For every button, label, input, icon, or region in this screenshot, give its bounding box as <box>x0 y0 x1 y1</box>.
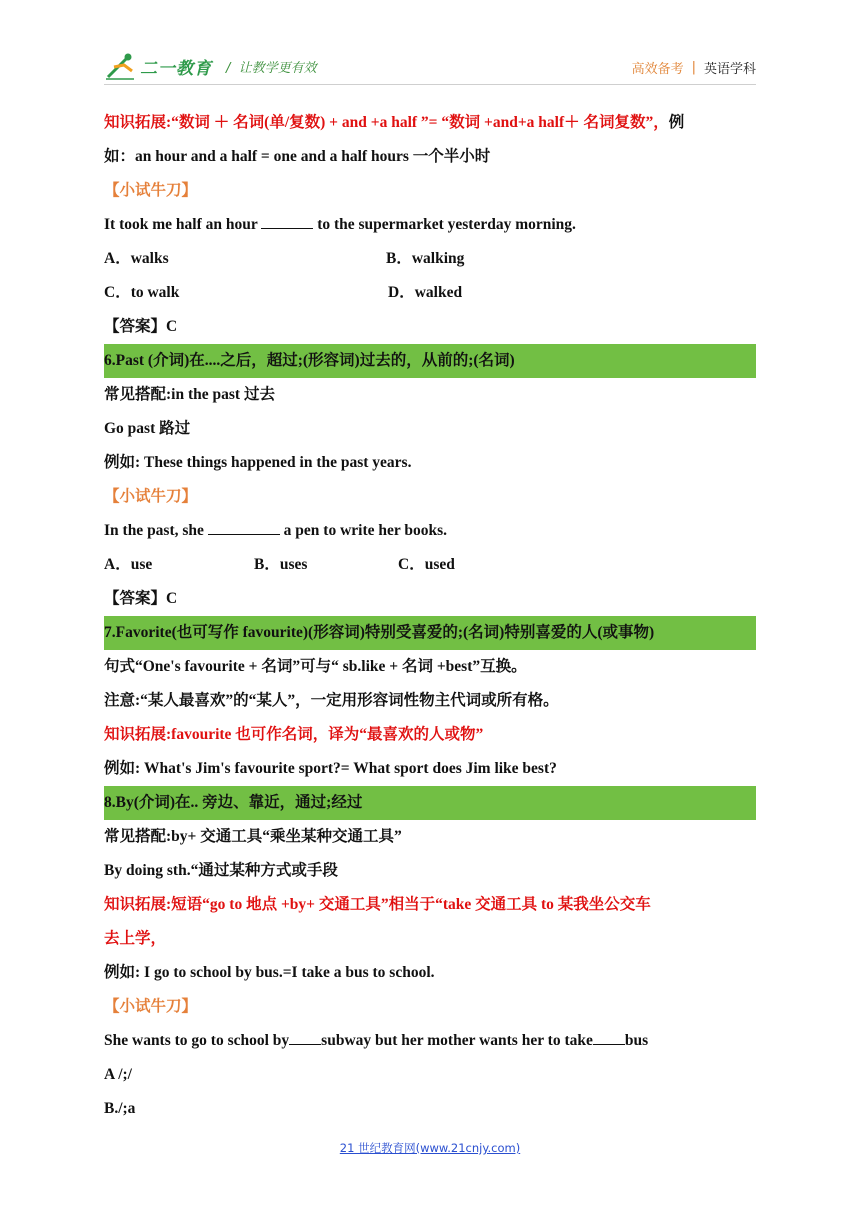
answer-blank <box>208 520 280 535</box>
knowledge-extension-line: 知识拓展:短语“go to 地点 +by+ 交通工具”相当于“take 交通工具 to 某我坐公交车 <box>104 896 651 913</box>
header-separator: | <box>691 60 696 75</box>
answer-blank <box>289 1030 321 1045</box>
knowledge-extension-line-cont: 去上学， <box>104 930 167 947</box>
options-row <box>104 276 760 310</box>
option-b: B．walking <box>386 250 465 267</box>
document-body <box>104 106 760 1126</box>
slogan: / 让教学更有效 <box>226 60 317 76</box>
section-bar-6: 6.Past (介词)在....之后，超过;(形容词)过去的，从前的;(名词) <box>104 344 756 378</box>
collocation-line: 常见搭配:by+ 交通工具“乘坐某种交通工具” <box>104 828 402 845</box>
practice-heading: 【小试牛刀】 <box>104 998 198 1015</box>
option-d: D．walked <box>388 284 463 301</box>
footer <box>0 1140 860 1156</box>
option-c: C．used <box>398 556 455 573</box>
knowledge-extension-line: 知识拓展:“数词 ＋ 名词(单/复数) + and +a half ”= “数词 +and+a half＋ 名词复数”，例 <box>104 114 685 131</box>
example-line: 如：an hour and a half = one and a half hours 一个半小时 <box>104 148 491 165</box>
section-bar-8: 8.By(介词)在.. 旁边、靠近，通过;经过 <box>104 786 756 820</box>
page-header <box>104 50 756 86</box>
pattern-line: 句式“One's favourite + 名词”可与“ sb.like + 名词 +best”互换。 <box>104 658 527 675</box>
header-right <box>632 58 756 77</box>
example-line: 例如: What's Jim's favourite sport?= What sport does Jim like best? <box>104 760 557 777</box>
example-line: 例如: I go to school by bus.=I take a bus to school. <box>104 964 435 981</box>
logo-text: 二一教育 <box>140 58 212 79</box>
header-divider <box>104 84 756 85</box>
knowledge-extension-line: 知识拓展:favourite 也可作名词，译为“最喜欢的人或物” <box>104 726 484 743</box>
option-b: B./;a <box>104 1100 136 1117</box>
question-3: She wants to go to school by subway but her mother wants her to take bus <box>104 1032 649 1049</box>
question-2: In the past, she a pen to write her books. <box>104 522 447 539</box>
example-line: 例如: These things happened in the past years. <box>104 454 412 471</box>
practice-heading: 【小试牛刀】 <box>104 488 198 505</box>
practice-heading: 【小试牛刀】 <box>104 182 198 199</box>
header-tag-subject: 英语学科 <box>703 62 756 77</box>
option-a: A /;/ <box>104 1066 132 1083</box>
phrase-line: By doing sth.“通过某种方式或手段 <box>104 862 338 879</box>
phrase-line: Go past 路过 <box>104 420 191 437</box>
footer-link[interactable]: 21 世纪教育网(www.21cnjy.com) <box>339 1141 521 1155</box>
answer-blank <box>593 1030 625 1045</box>
answer-line: 【答案】C <box>104 318 178 335</box>
option-a: A．use <box>104 556 153 573</box>
logo <box>104 50 317 82</box>
collocation-line: 常见搭配:in the past 过去 <box>104 386 275 403</box>
option-a: A．walks <box>104 250 169 267</box>
answer-line: 【答案】C <box>104 590 178 607</box>
options-row <box>104 242 760 276</box>
header-tag-exam: 高效备考 <box>631 62 684 77</box>
note-line: 注意:“某人最喜欢”的“某人”，一定用形容词性物主代词或所有格。 <box>104 692 559 709</box>
options-row <box>104 548 760 582</box>
answer-blank <box>261 214 313 229</box>
section-bar-7: 7.Favorite(也可写作 favourite)(形容词)特别受喜爱的;(名词)特别喜爱的人(或事物) <box>104 616 756 650</box>
question-1: It took me half an hour to the supermarket yesterday morning. <box>104 216 576 233</box>
option-c: C．to walk <box>104 284 180 301</box>
runner-logo-icon <box>104 51 138 81</box>
option-b: B．uses <box>254 556 308 573</box>
